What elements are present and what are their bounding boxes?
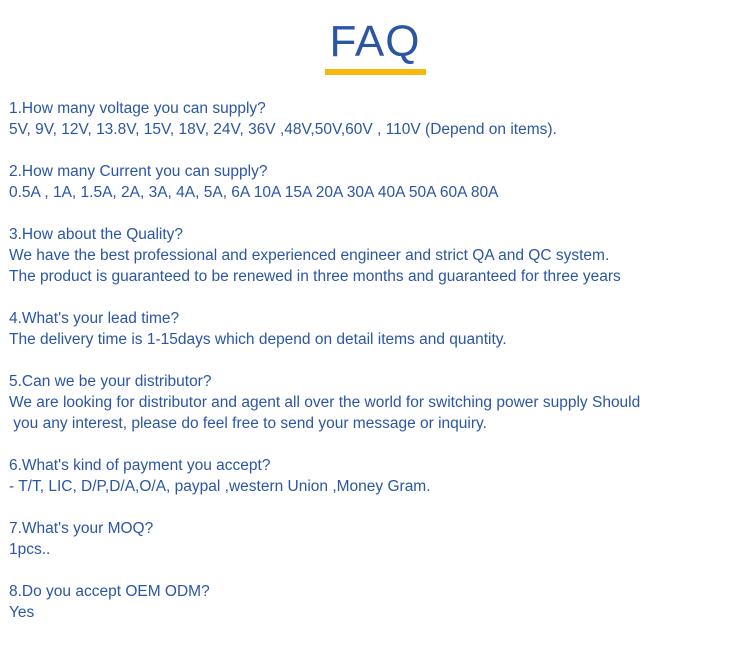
page-title: FAQ [329, 17, 421, 66]
faq-question: 5.Can we be your distributor? [9, 373, 212, 390]
faq-answer: 0.5A , 1A, 1.5A, 2A, 3A, 4A, 5A, 6A 10A 15A 20A 30A 40A 50A 60A 80A [9, 184, 499, 201]
faq-question: 2.How many Current you can supply? [9, 163, 268, 180]
faq-question: 4.What's your lead time? [9, 310, 180, 327]
faq-question: 6.What's kind of payment you accept? [9, 457, 271, 474]
faq-item-6 [9, 455, 749, 497]
title-area [0, 14, 750, 70]
faq-item-2 [9, 161, 749, 203]
faq-question: 3.How about the Quality? [9, 226, 184, 243]
faq-item-4 [9, 308, 749, 350]
faq-answer: 1pcs.. [9, 541, 51, 558]
faq-item-5 [9, 371, 749, 434]
faq-question: 1.How many voltage you can supply? [9, 100, 266, 117]
faq-answer: We are looking for distributor and agent all over the world for switching power supply Should [9, 394, 641, 411]
faq-item-3 [9, 224, 749, 287]
faq-item-7 [9, 518, 749, 560]
faq-item-8 [9, 581, 749, 623]
faq-question: 8.Do you accept OEM ODM? [9, 583, 210, 600]
faq-answer: 5V, 9V, 12V, 13.8V, 15V, 18V, 24V, 36V ,48V,50V,60V , 110V (Depend on items). [9, 121, 557, 138]
faq-answer: - T/T, LIC, D/P,D/A,O/A, paypal ,western Union ,Money Gram. [9, 478, 431, 495]
faq-question: 7.What's your MOQ? [9, 520, 154, 537]
faq-answer: you any interest, please do feel free to send your message or inquiry. [9, 415, 487, 432]
faq-list [9, 98, 749, 644]
faq-item-1 [9, 98, 749, 140]
faq-answer: The product is guaranteed to be renewed in three months and guaranteed for three years [9, 268, 621, 285]
faq-answer: Yes [9, 604, 35, 621]
faq-answer: The delivery time is 1-15days which depend on detail items and quantity. [9, 331, 507, 348]
faq-answer: We have the best professional and experienced engineer and strict QA and QC system. [9, 247, 610, 264]
title-underline-bar [325, 69, 426, 75]
